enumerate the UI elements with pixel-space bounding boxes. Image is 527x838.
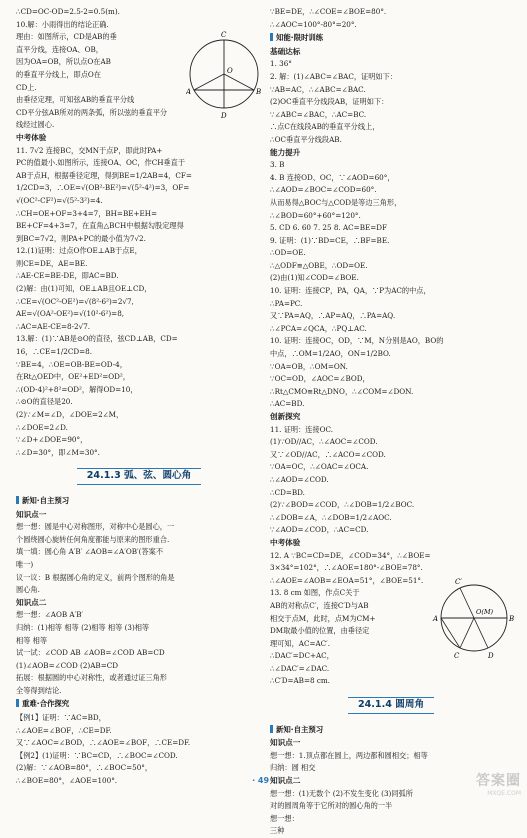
text-line: (2)解：由(1)可知，OE⊥AB且OE⊥CD， bbox=[16, 284, 152, 294]
text-line: 10. 证明：连接OC，OD，∵M，N分别是AO，BO的 bbox=[270, 336, 444, 346]
heading-basic: 基础达标 bbox=[270, 46, 301, 56]
text-line: ∵∠AOD=∠COD，∴AC=CD. bbox=[270, 525, 369, 535]
heading-innovation: 创新探究 bbox=[270, 412, 301, 421]
text-line: 1/2CD=3，∴OE=√(OB²-BE²)=√(5²-4²)=3，OF= bbox=[16, 183, 190, 193]
text-line: ∵BE=DE，∴∠COE=∠BOE=80°. bbox=[270, 7, 387, 16]
text-line: 想一想： bbox=[270, 813, 299, 823]
heading-exam-right: 中考体验 bbox=[270, 537, 301, 547]
text-line: ∴AC=AE-CE=8-2√7. bbox=[16, 321, 91, 331]
right-pre-block bbox=[270, 6, 512, 31]
text-line: 想一想：1.顶点都在圆上，两边都和圆相交；相等 bbox=[270, 750, 428, 760]
tag-preview-left: 新知·自主预习 bbox=[16, 495, 69, 508]
knowledge-point-1-right: 知识点一 bbox=[270, 738, 301, 748]
text-line: 中点，∴OM=1/2AO，ON=1/2BO. bbox=[270, 349, 391, 359]
text-line: 13. 8 cm 如图，作点C关于 bbox=[270, 588, 360, 598]
text-line: 唯一) bbox=[16, 559, 34, 569]
text-line: 则CE=DE，AE=BE. bbox=[16, 258, 88, 268]
text-line: ∴CD=OC-OD=2.5-2=0.5(m). bbox=[16, 7, 120, 16]
text-line: 相交于点M，此时，点M为CM+ bbox=[270, 613, 376, 623]
knowledge-point-2-right: 知识点二 bbox=[270, 776, 301, 786]
tag-practice: 知能·限时训练 bbox=[270, 32, 323, 45]
text-line: ∴AE-CE=BE-DE，即AC=BD. bbox=[16, 271, 119, 281]
text-line: ∴CE=√(OC²-OE²)=√(8²-6²)=2√7, bbox=[16, 296, 134, 306]
text-line: (1)∵OD//AC，∴∠AOC=∠COD. bbox=[270, 437, 378, 447]
text-line: ∴OC垂直平分线段AB. bbox=[270, 134, 342, 144]
segment-oa bbox=[194, 74, 224, 90]
text-line: 12. A ∵BC=CD=DE，∠COD=34°，∴∠BOE= bbox=[270, 550, 431, 560]
text-line: 圆心角. bbox=[16, 585, 40, 595]
text-line: 又∵∠OD//AC，∴∠ACO=∠COD. bbox=[270, 449, 386, 459]
text-line: 全等得到结论. bbox=[16, 685, 62, 695]
text-line: ∵OA=OC，∴∠OAC=∠OCA. bbox=[270, 462, 369, 472]
text-line: ∴∠AOD=∠BOC=∠COD=60°. bbox=[270, 185, 377, 195]
text-line: 到BC=7√2，则PA+PC的最小值为7√2. bbox=[16, 233, 146, 243]
text-line: ∴∠DAC′=∠DAC. bbox=[270, 663, 330, 673]
heading-exam-left: 中考体验 bbox=[16, 132, 47, 142]
label-a: A bbox=[186, 88, 192, 96]
text-line: ∴∠AOE=∠AOB=∠EOA=51°，∠BOE=51°. bbox=[270, 575, 424, 585]
segment-ac bbox=[441, 618, 460, 648]
text-line: 又∵∠AOC=∠BOD，∴∠AOE=∠BOF，∴CE=DF. bbox=[16, 738, 191, 748]
text-line: 11. 证明：连接OC. bbox=[270, 424, 334, 434]
watermark-main: 答案圈 bbox=[476, 773, 521, 789]
tag-cooperation: 重难·合作探究 bbox=[16, 698, 69, 711]
text-line: PC的值最小.如图所示，连接OA、OC，作CH垂直于 bbox=[16, 158, 186, 168]
text-line: 议一议：B 根据圆心角的定义，前两个图形的角是 bbox=[16, 572, 175, 582]
left-kp1-block bbox=[16, 521, 262, 597]
text-line: 拓展：根据圆的中心对称性，或者通过证三角形 bbox=[16, 673, 167, 683]
label-o: O bbox=[227, 67, 233, 75]
text-line: ∴△ODF≌△OBE，∴OD=OE. bbox=[270, 260, 368, 270]
text-line: (2)解：∵∠AOB=80°，∴∠BOC=50°， bbox=[16, 763, 153, 773]
label-b2: B bbox=[509, 615, 515, 623]
text-line: ∴CD=BD. bbox=[270, 487, 305, 497]
text-line: ∵OA=OB，∴OM=ON. bbox=[270, 361, 348, 371]
text-line: 又∵PA=AQ，∴AP=AQ，∴PA=AQ. bbox=[270, 311, 396, 321]
text-line: 因为OA=OB，所以点O在AB bbox=[16, 57, 111, 67]
text-line: 理由：如图所示，CD是AB的垂 bbox=[16, 32, 117, 42]
circle-figure-1 bbox=[186, 26, 262, 122]
text-line: ∴OD=OE. bbox=[270, 248, 306, 258]
text-line: CD上. bbox=[16, 82, 37, 92]
text-line: 3×34°=102°，∴∠AOE=180°-∠BOE=78°. bbox=[270, 563, 423, 573]
label-a2: A bbox=[433, 615, 439, 623]
text-line: 2. 解：(1)∠ABC=∠BAC，证明如下： bbox=[270, 71, 397, 81]
text-line: 想一想：(1)无数个 (2)不发生变化 (3)同弧所 bbox=[270, 788, 413, 798]
right-column bbox=[270, 6, 515, 838]
text-line: 对的圆周角等于它所对的圆心角的一半 bbox=[270, 801, 393, 811]
tag-preview-right: 新知·自主预习 bbox=[270, 724, 323, 737]
text-line: ∴∠DOE=2∠D. bbox=[16, 422, 68, 432]
label-c2: C bbox=[454, 652, 460, 660]
text-line: ∴∠D=30°，即∠M=30°. bbox=[16, 447, 100, 457]
text-line: 4. B 连接OD、OC，∵∠AOD=60°， bbox=[270, 172, 395, 182]
text-line: (2)∵∠BOD=∠COD，∴∠DOB=1/2∠BOC. bbox=[270, 500, 415, 510]
text-line: 相等 相等 bbox=[16, 635, 48, 645]
text-line: √(OC²-CF²)=√(5²-3²)=4. bbox=[16, 195, 103, 205]
text-line: ∵∠D+∠DOE=90°， bbox=[16, 435, 88, 445]
text-line: ∴点C在线段AB的垂直平分线上， bbox=[270, 122, 380, 132]
text-line: ∵BE=4，∴OE=OB-BE=OD-4， bbox=[16, 359, 127, 369]
text-line: ∴DAC′=DC+AC， bbox=[270, 651, 334, 661]
text-line: 理可知，AC=AC′. bbox=[270, 638, 331, 648]
watermark-sub: MXQE.COM bbox=[487, 790, 521, 797]
text-line: ∴CH=OE+OF=3+4=7，BH=BE+EH= bbox=[16, 208, 158, 218]
text-line: 试一试：∠COD AB ∠AOB=∠COD AB=CD bbox=[16, 648, 165, 658]
left-kp2-block bbox=[16, 609, 262, 697]
text-line: 在Rt△OED中，OE²+ED²=OD²， bbox=[16, 372, 130, 382]
text-line: ∴∠BOD=60°+60°=120°. bbox=[270, 210, 361, 220]
text-line: ∴∠AOE=∠BOF，∴CE=DF. bbox=[16, 725, 112, 735]
text-line: ∵AB=AC，∴∠ABC=∠BAC. bbox=[270, 84, 366, 94]
label-d: D bbox=[221, 112, 227, 120]
text-line: (2)OC垂直平分线段AB，证明如下： bbox=[270, 97, 389, 107]
text-line: ∵OC=OD，∠AOC=∠BOD， bbox=[270, 374, 370, 384]
text-line: ∴∠PCA=∠QCA，∴PQ⊥AC. bbox=[270, 323, 367, 333]
text-line: ∴⊙O的直径是20. bbox=[16, 397, 73, 407]
page-number: · 49 · bbox=[252, 776, 275, 785]
text-line: ∴Rt△CMO≌Rt△DNO，∴∠COM=∠DON. bbox=[270, 386, 414, 396]
text-line: ∴∠AOC=100°-80°=20°. bbox=[270, 19, 357, 29]
text-line: 填一填：圆心角 A′B′ ∠AOB=∠A′OB′(答案不 bbox=[16, 547, 164, 557]
text-line: 【例1】证明：∵AC=BD， bbox=[16, 713, 106, 723]
text-line: 11. 7√2 连接BC，交MN于点P，即此时PA+ bbox=[16, 145, 163, 155]
segment-om-c bbox=[460, 618, 474, 648]
text-line: 10.解：小雨得出的结论正确. bbox=[16, 19, 109, 29]
section-title-24-1-3: 24.1.3 弧、弦、圆心角 bbox=[16, 468, 262, 485]
text-line: ∵∠ABC=∠BAC，∴AC=BC. bbox=[270, 109, 367, 119]
watermark-logo bbox=[476, 770, 521, 797]
text-line: 归纳：圆 相交 bbox=[270, 763, 316, 773]
text-line: 【例2】(1)证明：∵BC=CD，∴∠BOC=∠COD. bbox=[16, 750, 178, 760]
label-cprime: C′ bbox=[455, 578, 462, 586]
label-d2: D bbox=[488, 652, 494, 660]
text-line: DM取最小值的位置，由垂径定 bbox=[270, 626, 370, 636]
right-innovation-block bbox=[270, 424, 512, 537]
text-line: CD平分弦AB所对的两条弧，所以弦的垂直平分 bbox=[16, 107, 168, 117]
text-line: 16，∴CE=1/2CD=8. bbox=[16, 347, 92, 357]
text-line: (2)∵∠M=∠D，∠DOE=2∠M， bbox=[16, 410, 124, 419]
text-line: 10. 证明：连接CP，PA，QA，∵P为AC的中点， bbox=[270, 286, 431, 296]
text-line: ∴∠AOD=∠COD. bbox=[270, 474, 329, 484]
text-line: 13.解：(1)∵AB是⊙O的直径，弦CD⊥AB，CD= bbox=[16, 334, 178, 344]
text-line: 线经过圆心. bbox=[16, 120, 55, 130]
text-line: 归纳：(1)相等 相等 (2)相等 相等 (3)相等 bbox=[16, 622, 150, 632]
text-line: 三种 bbox=[270, 826, 285, 836]
right-basic-block bbox=[270, 58, 512, 146]
text-line: AE=√(OA²-OE²)=√(10²-6²)=8, bbox=[16, 309, 125, 319]
text-line: ∴C′D=AB=8 cm. bbox=[270, 676, 330, 686]
label-om: O(M) bbox=[476, 608, 494, 616]
text-line: AB于点H，根据垂径定理，得到BE=1/2AB=4，CF= bbox=[16, 170, 192, 180]
text-line: BE+CF=4+3=7，在直角△BCH中根据勾股定理得 bbox=[16, 221, 184, 231]
text-line: 从而易得△BOC与△COD是等边三角形， bbox=[270, 197, 402, 207]
right-ability-block bbox=[270, 159, 512, 411]
text-line: 9. 证明：(1)∵BD=CE，∴BF=BE. bbox=[270, 235, 390, 245]
text-line: 的垂直平分线上，即点O在 bbox=[16, 69, 101, 79]
label-b: B bbox=[256, 88, 262, 96]
text-line: 5. CD 6. 60 7. 25 8. AC=BE=DF bbox=[270, 223, 387, 233]
text-line: 想一想：∠AOB A′B′ bbox=[16, 610, 84, 620]
left-column bbox=[16, 6, 262, 788]
text-line: AB的对称点C′，连接C′D与AB bbox=[270, 600, 369, 610]
heading-ability: 能力提升 bbox=[270, 147, 301, 157]
knowledge-point-1-left: 知识点一 bbox=[16, 509, 47, 519]
text-line: ∴PA=PC. bbox=[270, 298, 303, 308]
text-line: 个圆绕圆心旋转任何角度都能与原来的图形重合. bbox=[16, 534, 170, 544]
text-line: 1. 36° bbox=[270, 59, 292, 69]
text-line: ∴∠BOE=80°，∠AOE=100°. bbox=[16, 776, 118, 786]
knowledge-point-2-left: 知识点二 bbox=[16, 597, 47, 607]
label-c: C bbox=[221, 31, 227, 39]
text-line: ∴∠DOB=∠A，∴∠DOB=1/2∠AOC. bbox=[270, 512, 392, 522]
text-line: 3. B bbox=[270, 160, 285, 170]
text-line: 想一想：圆是中心对称图形，对称中心是圆心，一 bbox=[16, 522, 175, 532]
text-line: ∴(OD-4)²+8²=OD²，解得OD=10， bbox=[16, 384, 138, 394]
text-line: 直平分线，连接OA、OB， bbox=[16, 44, 103, 54]
text-line: 由垂径定理，可知弦AB的垂直平分线 bbox=[16, 95, 135, 105]
text-line: (1)∠AOB=∠COD (2)AB=CD bbox=[16, 660, 118, 670]
text-line: ∴AC=BD. bbox=[270, 399, 305, 409]
text-line: 12.(1)证明：过点O作OE⊥AB于点E， bbox=[16, 246, 142, 256]
left-exam-block bbox=[16, 145, 262, 460]
circle-figure-2 bbox=[430, 574, 520, 664]
text-line: (2)由(1)知∠COD=∠BOE. bbox=[270, 273, 359, 283]
segment-ob bbox=[224, 74, 254, 90]
section-title-24-1-4: 24.1.4 圆周角 bbox=[270, 697, 512, 714]
